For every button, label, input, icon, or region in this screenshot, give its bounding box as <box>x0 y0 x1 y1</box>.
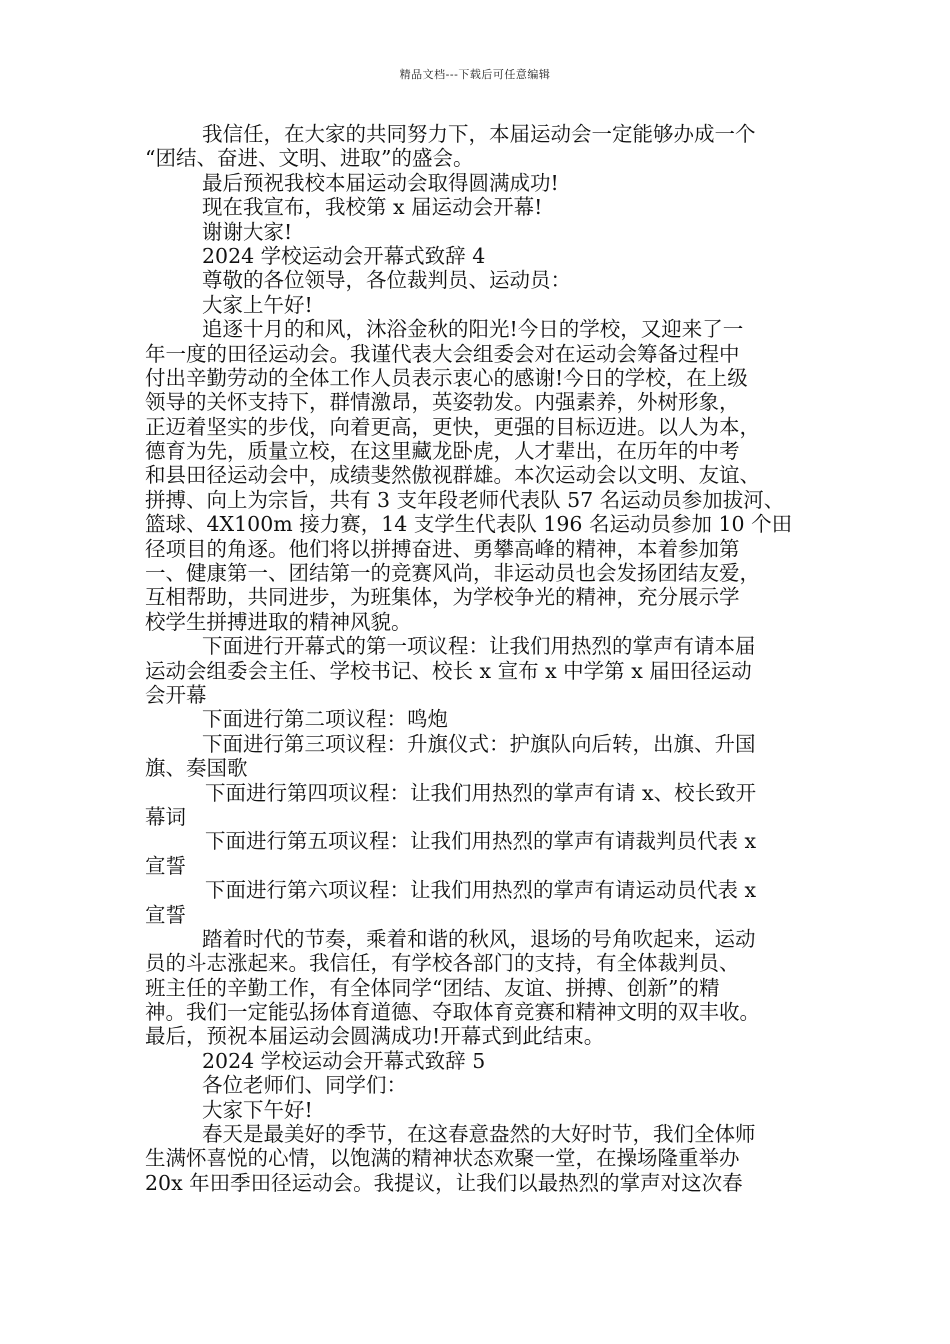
text-line: 一、健康第一、团结第一的竞赛风尚，非运动员也会发扬团结友爱， <box>145 561 760 586</box>
text-line: 年一度的田径运动会。我谨代表大会组委会对在运动会筹备过程中 <box>145 341 740 366</box>
text-line: 最后预祝我校本届运动会取得圆满成功! <box>202 170 559 195</box>
text-line: 生满怀喜悦的心情，以饱满的精神状态欢聚一堂，在操场隆重举办 <box>145 1146 740 1171</box>
text-line: 幕词 <box>145 804 186 829</box>
text-line: 下面进行第五项议程：让我们用热烈的掌声有请裁判员代表 x <box>205 829 757 854</box>
text-line: 20x 年田季田径运动会。我提议，让我们以最热烈的掌声对这次春 <box>145 1170 743 1195</box>
text-line: 春天是最美好的季节，在这春意盎然的大好时节，我们全体师 <box>202 1122 756 1147</box>
text-line: 2024 学校运动会开幕式致辞 4 <box>202 243 486 268</box>
text-line: 班主任的辛勤工作，有全体同学“团结、友谊、拼搏、创新”的精 <box>145 975 720 1000</box>
text-line: 大家下午好! <box>202 1097 313 1122</box>
text-line: 会开幕 <box>145 682 207 707</box>
text-line: 篮球、4X100m 接力赛，14 支学生代表队 196 名运动员参加 10 个田 <box>145 512 793 537</box>
text-line: 神。我们一定能弘扬体育道德、夺取体育竞赛和精神文明的双丰收。 <box>145 1000 760 1025</box>
text-line: 德育为先，质量立校，在这里藏龙卧虎，人才辈出，在历年的中考 <box>145 439 740 464</box>
text-line: 尊敬的各位领导，各位裁判员、运动员： <box>202 268 571 293</box>
text-line: 正迈着坚实的步伐，向着更高，更快，更强的目标迈进。以人为本， <box>145 414 760 439</box>
text-line: 员的斗志涨起来。我信任，有学校各部门的支持，有全体裁判员、 <box>145 951 740 976</box>
text-line: 下面进行开幕式的第一项议程：让我们用热烈的掌声有请本届 <box>202 634 756 659</box>
text-line: 领导的关怀支持下，群情激昂，英姿勃发。内强素养，外树形象， <box>145 390 740 415</box>
text-line: 踏着时代的节奏，乘着和谐的秋风，退场的号角吹起来，运动 <box>202 926 756 951</box>
text-line: 宣誓 <box>145 853 186 878</box>
text-line: 径项目的角逐。他们将以拼搏奋进、勇攀高峰的精神，本着参加第 <box>145 536 740 561</box>
text-line: 拼搏、向上为宗旨，共有 3 支年段老师代表队 57 名运动员参加拔河、 <box>145 487 785 512</box>
text-line: 运动会组委会主任、学校书记、校长 x 宣布 x 中学第 x 届田径运动 <box>145 658 752 683</box>
page-header: 精品文档---下载后可任意编辑 <box>399 68 551 81</box>
text-line: 和县田径运动会中，成绩斐然傲视群雄。本次运动会以文明、友谊、 <box>145 463 760 488</box>
text-line: 付出辛勤劳动的全体工作人员表示衷心的感谢!今日的学校，在上级 <box>145 365 748 390</box>
text-line: 追逐十月的和风，沐浴金秋的阳光!今日的学校，又迎来了一 <box>202 317 744 342</box>
text-line: 现在我宣布，我校第 x 届运动会开幕! <box>202 195 543 220</box>
text-line: 下面进行第三项议程：升旗仪式：护旗队向后转，出旗、升国 <box>202 731 756 756</box>
text-line: 下面进行第六项议程：让我们用热烈的掌声有请运动员代表 x <box>205 878 757 903</box>
text-line: 校学生拼搏进取的精神风貌。 <box>145 609 412 634</box>
text-line: 旗、奏国歌 <box>145 756 248 781</box>
text-line: 大家上午好! <box>202 292 313 317</box>
text-line: 各位老师们、同学们： <box>202 1073 407 1098</box>
text-line: 最后，预祝本届运动会圆满成功!开幕式到此结束。 <box>145 1024 605 1049</box>
text-line: 2024 学校运动会开幕式致辞 5 <box>202 1048 486 1073</box>
text-line: “团结、奋进、文明、进取”的盛会。 <box>145 146 474 171</box>
text-line: 我信任，在大家的共同努力下，本届运动会一定能够办成一个 <box>202 122 756 146</box>
text-line: 下面进行第四项议程：让我们用热烈的掌声有请 x、校长致开 <box>205 780 757 805</box>
text-line: 互相帮助，共同进步，为班集体，为学校争光的精神，充分展示学 <box>145 585 740 610</box>
text-line: 下面进行第二项议程：鸣炮 <box>202 707 448 732</box>
document-body <box>145 122 825 1195</box>
text-line: 宣誓 <box>145 902 186 927</box>
text-line: 谢谢大家! <box>202 219 293 244</box>
